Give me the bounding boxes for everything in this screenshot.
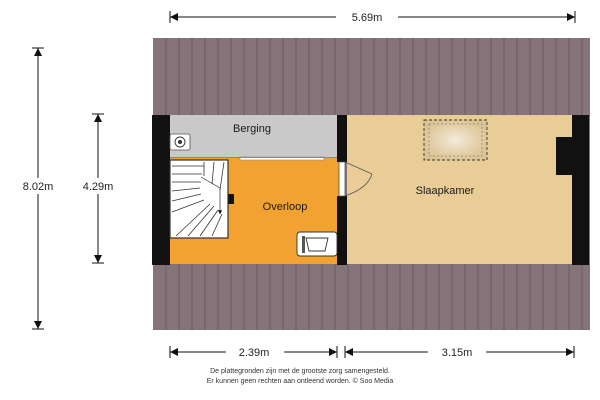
svg-text:5.69m: 5.69m (351, 12, 383, 24)
footer-disclaimer-line-1: De plattegronden zijn met de grootste zorg samengesteld. (210, 368, 390, 375)
svg-text:2.39m: 2.39m (238, 347, 270, 359)
staircase-icon (170, 160, 228, 238)
dimension-top-width (170, 9, 575, 25)
svg-text:3.15m: 3.15m (441, 347, 473, 359)
svg-text:8.02m: 8.02m (22, 181, 54, 193)
boiler-icon (170, 134, 190, 150)
room-label-bedroom: Slaapkamer (415, 185, 475, 197)
footer-disclaimer-line-2: Er kunnen geen rechten aan ontleend worden. © Soo Media (206, 378, 394, 385)
room-label-storage: Berging (233, 123, 271, 135)
storage-floor (168, 115, 340, 157)
dimension-inner-depth (72, 114, 124, 263)
dimension-bottom-right-width (345, 344, 574, 360)
skylight-icon (424, 120, 487, 160)
washing-machine-icon (297, 232, 337, 256)
room-label-landing: Overloop (262, 201, 308, 213)
svg-text:4.29m: 4.29m (82, 181, 114, 193)
dimension-bottom-left-width (170, 344, 337, 360)
dimension-total-depth (12, 48, 64, 329)
